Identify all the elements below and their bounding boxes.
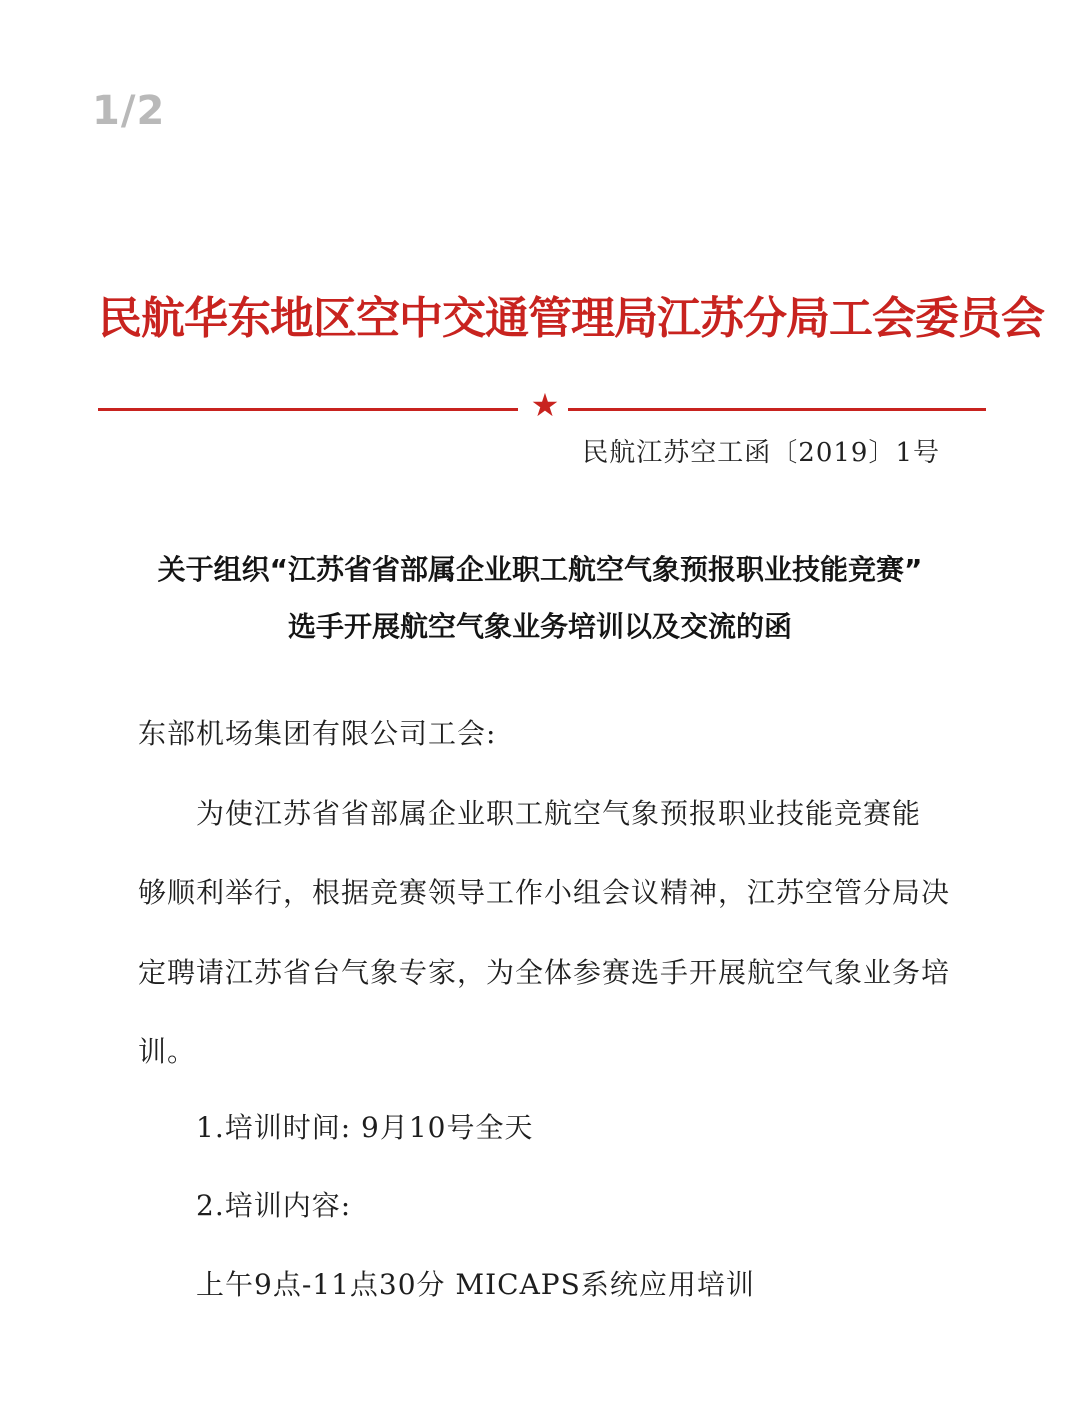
document-title-line-1: 关于组织“江苏省省部属企业职工航空气象预报职业技能竞赛” [157,553,923,586]
recipient: 东部机场集团有限公司工会: [138,717,497,750]
paragraph-line: 为使江苏省省部属企业职工航空气象预报职业技能竞赛能 [196,797,922,830]
letterhead-divider-right [568,408,986,411]
paragraph-line: 够顺利举行，根据竞赛领导工作小组会议精神，江苏空管分局决 [138,876,951,909]
letterhead-org-name: 民航华东地区空中交通管理局江苏分局工会委员会 [98,293,1044,344]
document-title-line-2: 选手开展航空气象业务培训以及交流的函 [287,610,792,643]
paragraph-line: 训。 [138,1035,197,1068]
schedule-line: 上午9点-11点30分 MICAPS系统应用培训 [196,1268,755,1301]
page-counter: 1/2 [92,88,166,134]
training-time-item: 1.培训时间: 9月10号全天 [196,1111,534,1144]
paragraph-line: 定聘请江苏省台气象专家，为全体参赛选手开展航空气象业务培 [138,956,951,989]
document-number: 民航江苏空工函〔2019〕1号 [582,438,940,468]
star-icon: ★ [530,386,560,424]
letterhead-divider-left [98,408,518,411]
training-content-item: 2.培训内容: [196,1189,352,1222]
